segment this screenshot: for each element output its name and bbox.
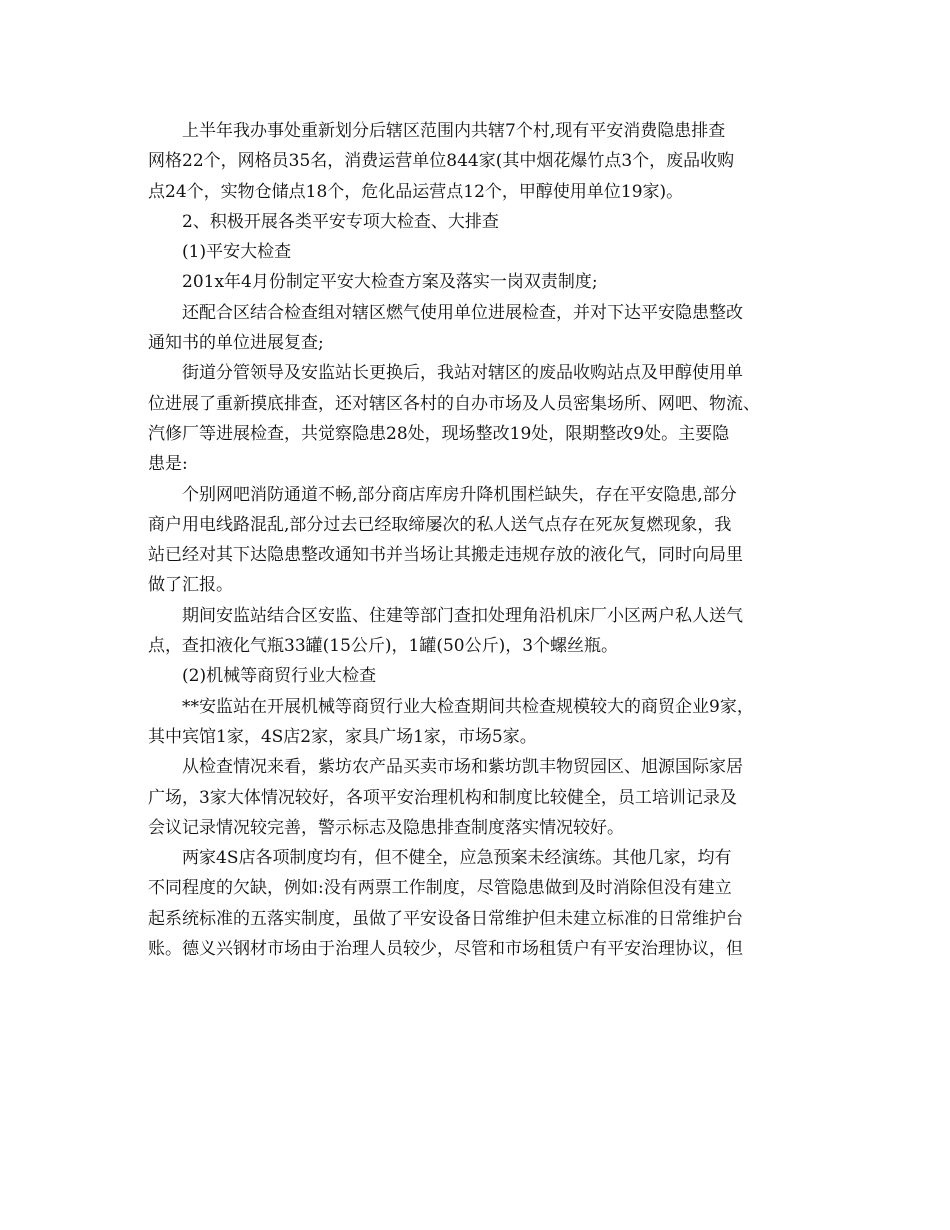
text-line: 账。德义兴钢材市场由于治理人员较少，尽管和市场租赁户有平安治理协议，但: [148, 939, 743, 960]
text-line: 点，查扣液化气瓶33罐(15公斤)，1罐(50公斤)，3个螺丝瓶。: [148, 636, 619, 657]
text-line: 位进展了重新摸底排查，还对辖区各村的自办市场及人员密集场所、网吧、物流、: [148, 393, 760, 414]
text-line: 点24个，实物仓储点18个，危化品运营点12个，甲醇使用单位19家)。: [148, 181, 684, 202]
paragraph-seizure: [148, 601, 824, 662]
paragraph-findings: [148, 752, 824, 843]
text-line: 网格22个，网格员35名，消费运营单位844家(其中烟花爆竹点3个，废品收购: [148, 151, 735, 172]
text-line: (2)机械等商贸行业大检查: [182, 666, 377, 687]
text-line: 个别网吧消防通道不畅,部分商店库房升降机围栏缺失，存在平安隐患,部分: [182, 484, 737, 505]
paragraph-hazards: [148, 480, 824, 601]
text-line: **安监站在开展机械等商贸行业大检查期间共检查规模较大的商贸企业9家，: [182, 696, 754, 717]
text-line: 患是:: [148, 454, 188, 475]
text-line: 会议记录情况较完善，警示标志及隐患排查制度落实情况较好。: [148, 817, 624, 838]
text-line: 起系统标准的五落实制度，虽做了平安设备日常维护但未建立标准的日常维护台: [148, 908, 743, 929]
text-line: 期间安监站结合区安监、住建等部门查扣处理角沿机床厂小区两户私人送气: [182, 605, 743, 626]
text-line: 上半年我办事处重新划分后辖区范围内共辖7个村,现有平安消费隐患排查: [182, 121, 726, 141]
subheading-commerce-inspection: [148, 661, 824, 691]
text-line: 做了汇报。: [148, 575, 233, 596]
paragraph-gas-check: [148, 298, 824, 359]
paragraph-survey: [148, 358, 824, 479]
text-line: 汽修厂等进展检查，共觉察隐患28处，现场整改19处，限期整改9处。主要隐: [148, 423, 730, 444]
text-line: 201x年4月份制定平安大检查方案及落实一岗双责制度;: [182, 272, 598, 293]
text-line: 商户用电线路混乱,部分过去已经取缔屡次的私人送气点存在死灰复燃现象，我: [148, 514, 732, 535]
text-line: 从检查情况来看，紫坊农产品买卖市场和紫坊凯丰物贸园区、旭源国际家居: [182, 757, 743, 778]
paragraph-deficiencies: [148, 843, 824, 964]
paragraph-plan: [148, 267, 824, 297]
paragraph-enterprises: [148, 692, 824, 753]
text-line: 街道分管领导及安监站长更换后，我站对辖区的废品收购站点及甲醇使用单: [182, 363, 743, 384]
text-line: 还配合区结合检查组对辖区燃气使用单位进展检查，并对下达平安隐患整改: [182, 302, 743, 323]
paragraph-overview: [148, 116, 824, 207]
subheading-safety-inspection: [148, 237, 824, 267]
text-line: 不同程度的欠缺，例如:没有两票工作制度，尽管隐患做到及时消除但没有建立: [148, 878, 732, 899]
text-line: 站已经对其下达隐患整改通知书并当场让其搬走违规存放的液化气，同时向局里: [148, 545, 743, 566]
text-line: (1)平安大检查: [182, 242, 292, 263]
text-line: 2、积极开展各类平安专项大检查、大排查: [182, 211, 499, 232]
text-line: 通知书的单位进展复查;: [148, 333, 324, 354]
document-body: [148, 116, 824, 964]
text-line: 广场，3家大体情况较好，各项平安治理机构和制度比较健全，员工培训记录及: [148, 787, 737, 808]
text-line: 两家4S店各项制度均有，但不健全，应急预案未经演练。其他几家，均有: [182, 848, 732, 869]
text-line: 其中宾馆1家，4S店2家，家具广场1家，市场5家。: [148, 726, 537, 747]
section-heading-inspections: [148, 207, 824, 237]
